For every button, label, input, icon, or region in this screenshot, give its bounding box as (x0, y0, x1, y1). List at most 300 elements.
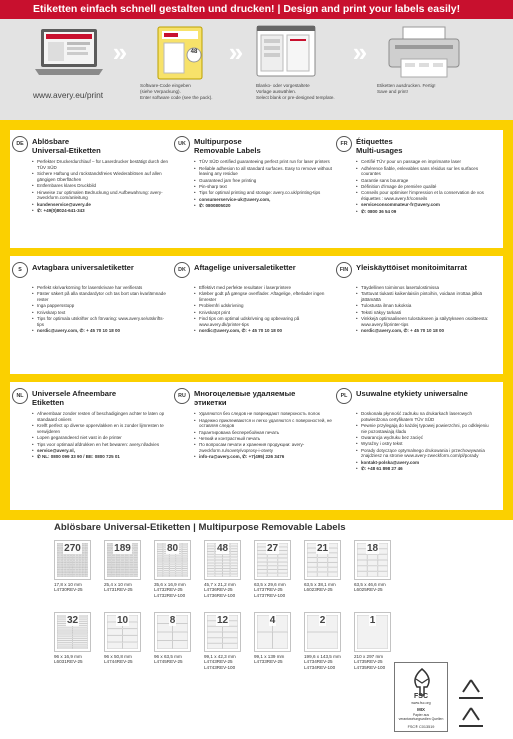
label-cell (73, 567, 76, 568)
label-cell (121, 565, 125, 566)
label-cell (70, 556, 73, 557)
label-cell (207, 563, 214, 565)
contact-email[interactable]: • serviceconsommateur-fr@avery.com (356, 202, 494, 208)
label-cell (182, 556, 188, 558)
label-cell (107, 558, 111, 559)
product-code: L4730REV-25 (54, 587, 83, 593)
label-cell (112, 560, 116, 561)
labels-per-sheet (255, 615, 290, 626)
product-code: L4733REV-25 (254, 659, 283, 665)
label-cell (116, 556, 120, 557)
label-sheet (304, 612, 341, 652)
label-cell (73, 562, 76, 563)
label-cell (121, 566, 125, 567)
label-cell (223, 638, 238, 643)
label-cell (157, 641, 172, 649)
label-sheet (354, 612, 391, 652)
label-cell (76, 557, 79, 558)
label-cell (134, 563, 138, 564)
label-cell (85, 558, 88, 559)
label-cell (121, 571, 125, 572)
label-cell (215, 557, 222, 559)
label-cell (76, 571, 79, 572)
feature-list (356, 411, 494, 472)
labels-per-sheet-value: 10 (116, 615, 129, 626)
printer-icon (377, 25, 469, 81)
labels-per-sheet-value: 27 (266, 543, 279, 554)
label-cell (134, 555, 138, 556)
labels-per-sheet (305, 615, 340, 626)
label-cell (73, 628, 88, 630)
label-cell (57, 561, 60, 562)
label-cell (207, 557, 214, 559)
label-cell (73, 557, 76, 558)
labels-per-sheet (255, 543, 290, 554)
feature-item: • Надежно приклеиваются и легко удаляются с поверхностей, не оставляя следов (194, 418, 332, 429)
lang-block-s (18, 263, 170, 335)
contact-email[interactable]: • kundenservice@avery.de (32, 202, 170, 208)
label-cell (67, 572, 70, 573)
label-cell (76, 567, 79, 568)
label-cell (64, 570, 67, 571)
label-cell (215, 563, 222, 565)
step-url (33, 25, 105, 83)
label-cell (60, 557, 63, 558)
feature-item: • Définition d'image de première qualité (356, 184, 494, 190)
label-cell (123, 643, 138, 649)
label-cell (121, 562, 125, 563)
label-sheet (54, 540, 91, 580)
label-cell (182, 573, 188, 575)
label-cell (215, 566, 222, 568)
label-cell (57, 647, 72, 649)
label-cell (125, 557, 129, 558)
label-cell (73, 566, 76, 567)
label-cell (79, 562, 82, 563)
label-cell (79, 568, 82, 569)
contact-email[interactable]: • info-ru@avery.com, ✆: +7(495) 226 3476 (194, 454, 332, 460)
label-cell (73, 560, 76, 561)
label-cell (164, 575, 170, 577)
label-cell (116, 562, 120, 563)
feature-item: • Krelft perfect op diverse oppervlakken en is zonder lijmresten te verwijderen (32, 423, 170, 434)
lang-title: Multipurpose Removable Labels (194, 137, 261, 155)
label-size: 45,7 x 21,2 mm (204, 582, 236, 587)
label-cell (57, 641, 72, 643)
label-cell (268, 555, 278, 558)
sheet-caption (54, 654, 98, 665)
feature-item: • Удаляются без следов не повреждают поверхность полок (194, 411, 332, 417)
feature-item: • Hinweise zur optimalen Bedruckung und Aufbewahrung: avery-zweckform.com/anleitung (32, 190, 170, 201)
label-cell (116, 572, 120, 573)
label-cell (176, 556, 182, 558)
label-cell (112, 563, 116, 564)
label-cell (223, 644, 238, 649)
label-cell (176, 562, 182, 564)
label-cell (157, 556, 163, 558)
label-cell (82, 570, 85, 571)
feature-item: • Adhérence fiable, enlevables sans résidus sur les surfaces courantes (356, 166, 494, 177)
label-cell (107, 561, 111, 562)
sheet-caption (354, 654, 398, 670)
labels-per-sheet-value: 189 (114, 543, 131, 554)
label-cell (116, 561, 120, 562)
label-cell (215, 572, 222, 574)
label-cell (64, 556, 67, 557)
label-cell (223, 569, 230, 571)
label-cell (134, 574, 138, 575)
label-sheet (54, 612, 91, 652)
label-cell (129, 560, 133, 561)
label-cell (76, 576, 79, 577)
label-cell (73, 558, 76, 559)
label-cell (125, 572, 129, 573)
label-cell (112, 574, 116, 575)
label-cell (60, 565, 63, 566)
label-cell (70, 567, 73, 568)
label-cell (107, 565, 111, 566)
label-cell (64, 572, 67, 573)
label-cell (157, 560, 163, 562)
label-cell (129, 563, 133, 564)
label-cell (134, 570, 138, 571)
label-cell (73, 634, 88, 636)
label-cell (268, 558, 278, 561)
avery-print-url[interactable]: www.avery.eu/print (33, 90, 104, 100)
label-cell (76, 566, 79, 567)
contact-phone: • ✆: +49(0)8024-641-343 (32, 208, 170, 214)
label-cell (112, 555, 116, 556)
label-cell (125, 571, 129, 572)
label-cell (70, 555, 73, 556)
label-cell (125, 575, 129, 576)
label-cell (257, 555, 267, 558)
feature-item: • Tips for optimal printing and storage: avery.co.uk/printing-tips (194, 190, 332, 196)
label-cell (112, 576, 116, 577)
label-sheet (254, 540, 291, 580)
label-cell (70, 560, 73, 561)
product-code: L4745REV-25 (154, 659, 183, 665)
lang-title: Étiquettes Multi-usages (356, 137, 403, 155)
label-cell (60, 574, 63, 575)
label-cell (73, 563, 76, 564)
label-cell (134, 562, 138, 563)
label-sheet (154, 612, 191, 652)
label-cell (164, 554, 170, 556)
label-cell (57, 566, 60, 567)
labels-per-sheet (305, 543, 340, 554)
labels-per-sheet-value: 4 (269, 615, 276, 626)
label-cell (231, 574, 238, 576)
label-cell (76, 561, 79, 562)
label-cell (79, 572, 82, 573)
label-cell (129, 566, 133, 567)
label-cell (67, 561, 70, 562)
lang-title: Ablösbare Universal-Etiketten (32, 137, 101, 155)
feature-item: • Problemfri udskrivning (194, 303, 332, 309)
lang-title: Usuwalne etykiety uniwersalne (356, 389, 468, 398)
label-cell (112, 568, 116, 569)
label-cell (57, 556, 60, 557)
label-cell (268, 562, 278, 565)
contact-email[interactable]: • nordic@avery.com, ✆: + 45 70 10 18 00 (32, 328, 170, 334)
lang-badge: NL (12, 388, 28, 404)
label-cell (60, 560, 63, 561)
label-cell (85, 555, 88, 556)
label-cell (231, 569, 238, 571)
label-cell (70, 572, 73, 573)
label-cell (107, 572, 111, 573)
label-cell (85, 563, 88, 564)
labels-per-sheet (205, 543, 240, 554)
label-cell (82, 565, 85, 566)
label-cell (157, 554, 163, 556)
label-cell (123, 636, 138, 642)
template-icon (256, 25, 316, 81)
label-cell (112, 566, 116, 567)
sheet-caption (304, 654, 348, 670)
label-cell (107, 629, 122, 635)
label-cell (170, 554, 176, 556)
lang-badge: DE (12, 136, 28, 152)
label-cell (79, 566, 82, 567)
label-cell (57, 574, 60, 575)
label-pack-icon (156, 25, 204, 81)
label-cell (67, 566, 70, 567)
label-cell (57, 575, 60, 576)
labels-per-sheet (355, 543, 390, 554)
label-cell (82, 566, 85, 567)
feature-item: • Tulostusta ilman tukoksia (356, 303, 494, 309)
label-cell (207, 566, 214, 568)
label-cell (67, 558, 70, 559)
label-cell (85, 560, 88, 561)
label-cell (57, 560, 60, 561)
language-card (10, 382, 503, 510)
label-cell (60, 563, 63, 564)
label-cell (79, 563, 82, 564)
label-cell (67, 562, 70, 563)
label-formats-section (0, 520, 513, 729)
feature-item: • Pin-sharp text (194, 184, 332, 190)
label-cell (357, 572, 367, 577)
label-cell (67, 570, 70, 571)
label-cell (116, 574, 120, 575)
label-cell (257, 562, 267, 565)
label-size: 199,6 x 143,5 mm (304, 654, 341, 659)
label-cell (107, 568, 111, 569)
label-cell (357, 555, 367, 560)
fsc-name: FSC (414, 693, 428, 700)
label-cell (85, 557, 88, 558)
label-cell (231, 563, 238, 565)
label-cell (182, 567, 188, 569)
label-cell (129, 562, 133, 563)
label-cell (85, 575, 88, 576)
label-cell (157, 575, 163, 577)
label-cell (278, 570, 288, 573)
label-cell (57, 637, 72, 639)
sheet-caption (104, 654, 148, 665)
label-cell (121, 572, 125, 573)
label-cell (73, 574, 76, 575)
label-cell (73, 637, 88, 639)
label-cell (134, 575, 138, 576)
labels-per-sheet-value: 12 (216, 615, 229, 626)
label-cell (223, 563, 230, 565)
label-cell (73, 647, 88, 649)
fsc-url: www.fsc.org (411, 701, 431, 705)
product-code: L4736REV-100 (204, 592, 236, 598)
label-cell (67, 576, 70, 577)
feature-item: • Wyraźny i ostry tekst (356, 441, 494, 447)
product-code: L4744REV-25 (104, 659, 133, 665)
labels-per-sheet (55, 615, 90, 626)
label-sheet (254, 612, 291, 652)
label-cell (121, 574, 125, 575)
contact-email[interactable]: • kontakt-polska@avery.com (356, 460, 494, 466)
label-cell (70, 576, 73, 577)
labels-per-sheet-value: 1 (369, 615, 376, 626)
sheet-caption (154, 582, 198, 598)
feature-item: • Afneembaar zonder resten of beschadigingen achter te laten op standaard oniiers (32, 411, 170, 422)
label-cell (57, 645, 72, 647)
label-cell (125, 574, 129, 575)
label-cell (76, 556, 79, 557)
label-cell (116, 560, 120, 561)
labels-per-sheet (55, 543, 90, 554)
feature-item: • Tips voor optimaal afdrukken en het bewaren: avery.nl/advies (32, 442, 170, 448)
labels-per-sheet-value: 2 (319, 615, 326, 626)
product-code: L4737REV-100 (254, 592, 286, 598)
language-card (10, 130, 503, 248)
label-cell (207, 569, 214, 571)
label-cell (170, 575, 176, 577)
label-cell (64, 561, 67, 562)
step-select-template (256, 25, 346, 102)
label-cell (170, 567, 176, 569)
label-cell (73, 568, 76, 569)
label-cell (116, 568, 120, 569)
feature-item: • Garantie sans bourrage (356, 178, 494, 184)
label-cell (73, 639, 88, 641)
label-cell (73, 626, 88, 628)
label-cell (125, 560, 129, 561)
label-cell (76, 560, 79, 561)
label-cell (129, 575, 133, 576)
fsc-mix: MIX (417, 707, 425, 712)
label-cell (378, 572, 388, 577)
label-sheet (154, 540, 191, 580)
label-cell (307, 558, 317, 562)
label-cell (268, 566, 278, 569)
label-cell (64, 557, 67, 558)
label-cell (57, 570, 60, 571)
label-cell (207, 644, 222, 649)
label-cell (357, 566, 367, 571)
label-cell (170, 571, 176, 573)
contact-email[interactable]: • consumerservice-uk@avery.com, (194, 197, 332, 203)
label-cell (134, 557, 138, 558)
label-cell (231, 557, 238, 559)
label-cell (125, 555, 129, 556)
label-cell (223, 572, 230, 574)
label-cell (164, 567, 170, 569)
labels-per-sheet (105, 615, 140, 626)
label-cell (129, 558, 133, 559)
label-cell (70, 566, 73, 567)
feature-item: • Knivskarp text (32, 310, 170, 316)
product-code: L4734REV-25 (304, 659, 333, 665)
contact-email[interactable]: • nordic@avery.com, ✆: + 45 70 10 18 00 (194, 328, 332, 334)
feature-item: • Reliable adhesion to all standard surfaces. Easy to remove without leaving any residue (194, 166, 332, 177)
label-cell (121, 561, 125, 562)
label-cell (107, 570, 111, 571)
label-cell (60, 555, 63, 556)
label-cell (60, 575, 63, 576)
chevron-right-icon: » (112, 37, 128, 67)
step-caption: Software-Code eingeben (siehe Verpackung). Enter software code (see the pack). (140, 83, 213, 101)
label-cell (82, 558, 85, 559)
product-code: L4743REV-25 (204, 659, 233, 665)
label-sheet (104, 612, 141, 652)
label-cell (116, 566, 120, 567)
label-cell (116, 571, 120, 572)
label-cell (134, 568, 138, 569)
label-cell (112, 575, 116, 576)
product-code: L4734REV-100 (304, 664, 336, 670)
label-sheet (104, 540, 141, 580)
label-cell (70, 563, 73, 564)
header-banner: Etiketten einfach schnell gestalten und drucken! | Design and print your labels easily! (0, 0, 513, 19)
sheet-caption (104, 582, 148, 593)
contact-phone: • ✆: 0800 36 54 09 (356, 209, 494, 215)
label-cell (121, 568, 125, 569)
label-cell (73, 565, 76, 566)
label-cell (164, 565, 170, 567)
label-cell (85, 567, 88, 568)
label-cell (182, 562, 188, 564)
label-cell (378, 560, 388, 565)
label-cell (64, 568, 67, 569)
contact-email[interactable]: • nordic@avery.com, ✆: + 45 70 10 18 00 (356, 328, 494, 334)
label-cell (207, 572, 214, 574)
label-cell (76, 568, 79, 569)
label-cell (73, 632, 88, 634)
label-cell (107, 576, 111, 577)
label-cell (73, 556, 76, 557)
label-cell (76, 572, 79, 573)
label-cell (107, 560, 111, 561)
contact-email[interactable]: • service@avery.nl, (32, 448, 170, 454)
label-cell (112, 570, 116, 571)
label-cell (60, 572, 63, 573)
product-code: L4731REV-25 (104, 587, 133, 593)
sheet-caption (254, 654, 298, 665)
label-sheet (204, 540, 241, 580)
label-cell (368, 560, 378, 565)
label-cell (318, 568, 328, 572)
label-cell (85, 562, 88, 563)
feature-item: • Perfekter Druckerdurchlauf – für Laserdrucker bestätigt durch den TÜV SÜD (32, 159, 170, 170)
label-cell (79, 557, 82, 558)
label-cell (164, 571, 170, 573)
label-cell (215, 574, 222, 576)
label-cell (273, 632, 288, 648)
lang-block-pl (340, 389, 494, 473)
label-cell (125, 561, 129, 562)
label-cell (170, 556, 176, 558)
